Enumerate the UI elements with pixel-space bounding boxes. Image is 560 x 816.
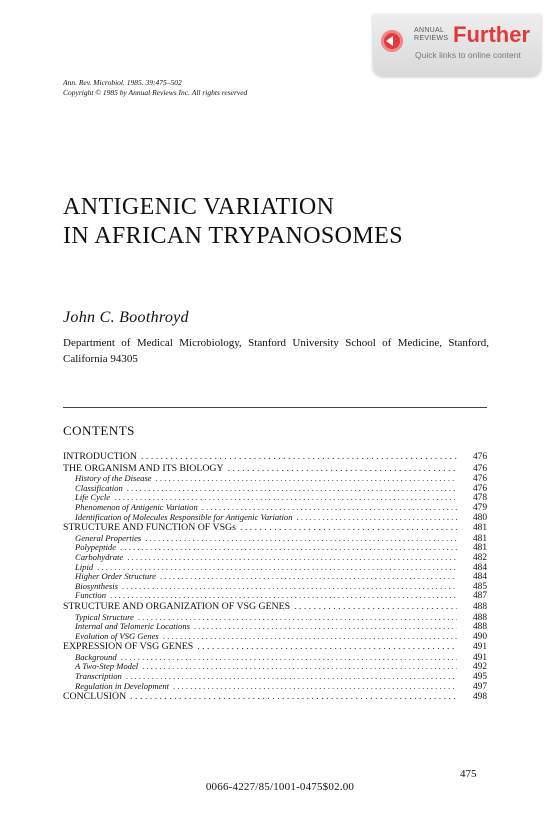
- toc-entry-page: 480: [472, 512, 487, 523]
- toc-entry[interactable]: [63, 451, 487, 463]
- toc-leader-dots: [126, 672, 457, 682]
- toc-leader-dots: [130, 691, 457, 703]
- toc-entry[interactable]: [63, 543, 487, 553]
- article-title: [63, 193, 503, 251]
- title-line-1: ANTIGENIC VARIATION: [63, 194, 335, 220]
- toc-entry-title: Evolution of VSG Genes: [75, 630, 159, 641]
- toc-leader-dots: [194, 622, 457, 632]
- toc-entry[interactable]: [63, 632, 487, 642]
- toc-entry-page: 492: [472, 662, 487, 673]
- toc-leader-dots: [141, 451, 457, 463]
- toc-leader-dots: [173, 682, 457, 692]
- citation-line: Ann. Rev. Microbiol. 1985. 39:475–502: [63, 78, 182, 87]
- back-arrow-icon[interactable]: [381, 30, 403, 52]
- toc-entry-title: A Two-Step Model: [75, 661, 139, 672]
- toc-entry-title: CONCLUSION: [63, 691, 127, 703]
- toc-entry-title: Life Cycle: [75, 492, 111, 503]
- badge-tagline: Quick links to online content: [415, 50, 521, 60]
- toc-entry[interactable]: [63, 474, 487, 484]
- toc-entry-page: 482: [472, 552, 487, 563]
- toc-leader-dots: [122, 582, 457, 592]
- toc-entry[interactable]: [63, 601, 487, 613]
- toc-leader-dots: [127, 484, 457, 494]
- toc-entry-page: 481: [472, 543, 487, 554]
- toc-leader-dots: [160, 572, 457, 582]
- toc-entry-title: Carbohydrate: [75, 551, 124, 562]
- toc-entry[interactable]: [63, 553, 487, 563]
- toc-entry-title: Polypeptide: [75, 542, 117, 553]
- table-of-contents: [63, 451, 487, 703]
- toc-entry-title: History of the Disease: [75, 473, 152, 484]
- toc-entry-page: 478: [472, 493, 487, 504]
- toc-leader-dots: [142, 662, 457, 672]
- author-affiliation: Department of Medical Microbiology, Stanford University School of Medicine, Stanford, California 94305: [63, 337, 489, 365]
- toc-entry-title: Internal and Telomeric Locations: [75, 621, 190, 632]
- toc-entry-page: 476: [472, 474, 487, 485]
- toc-leader-dots: [163, 632, 457, 642]
- toc-entry-title: Regulation in Development: [75, 680, 170, 691]
- toc-entry-title: Background: [75, 651, 117, 662]
- toc-entry[interactable]: [63, 591, 487, 601]
- toc-entry-title: Typical Structure: [75, 611, 134, 622]
- copyright-line: Copyright © 1985 by Annual Reviews Inc. All rights reserved: [63, 88, 248, 97]
- toc-entry-title: General Properties: [75, 532, 142, 543]
- toc-entry-title: Higher Order Structure: [75, 571, 156, 582]
- toc-entry[interactable]: [63, 513, 487, 523]
- toc-entry-page: 479: [472, 502, 487, 513]
- toc-leader-dots: [156, 474, 457, 484]
- toc-entry-title: THE ORGANISM AND ITS BIOLOGY: [63, 462, 224, 474]
- toc-entry-title: Lipid: [75, 561, 94, 572]
- toc-entry-title: Classification: [75, 482, 123, 493]
- toc-entry-title: EXPRESSION OF VSG GENES: [63, 641, 194, 653]
- journal-citation: [63, 78, 247, 98]
- toc-entry-page: 488: [472, 612, 487, 623]
- toc-entry-title: Biosynthesis: [75, 580, 118, 591]
- toc-leader-dots: [127, 553, 457, 563]
- toc-entry-page: 491: [472, 642, 487, 653]
- issn-code: 0066-4227/85/1001-0475$02.00: [205, 781, 355, 793]
- toc-entry-page: 487: [472, 591, 487, 602]
- toc-leader-dots: [297, 513, 457, 523]
- toc-entry-page: 484: [472, 562, 487, 573]
- page-number: 475: [460, 768, 477, 780]
- toc-entry-title: STRUCTURE AND ORGANIZATION OF VSG GENES: [63, 600, 291, 612]
- toc-entry[interactable]: [63, 641, 487, 653]
- toc-leader-dots: [110, 591, 457, 601]
- toc-leader-dots: [197, 641, 457, 653]
- toc-leader-dots: [228, 463, 457, 475]
- toc-entry[interactable]: [63, 682, 487, 692]
- toc-entry-page: 481: [472, 533, 487, 544]
- badge-reviews-text: REVIEWS: [414, 35, 449, 42]
- toc-entry-page: 491: [472, 652, 487, 663]
- toc-entry-title: Identification of Molecules Responsible for Antigenic Variation: [75, 511, 293, 522]
- further-badge[interactable]: [373, 14, 541, 76]
- toc-entry-title: Transcription: [75, 671, 122, 682]
- toc-entry-page: 488: [472, 601, 487, 612]
- section-divider: [63, 407, 487, 408]
- toc-entry-title: INTRODUCTION: [63, 451, 138, 462]
- toc-entry[interactable]: [63, 572, 487, 582]
- toc-leader-dots: [240, 522, 457, 534]
- toc-entry-title: STRUCTURE AND FUNCTION OF VSGs: [63, 522, 236, 534]
- toc-entry-page: 490: [472, 631, 487, 642]
- toc-entry[interactable]: [63, 691, 487, 703]
- badge-annual-text: ANNUAL: [414, 27, 445, 34]
- title-line-2: IN AFRICAN TRYPANOSOMES: [63, 223, 403, 249]
- toc-entry-page: 476: [472, 483, 487, 494]
- contents-heading: CONTENTS: [63, 423, 135, 438]
- toc-entry-page: 485: [472, 581, 487, 592]
- toc-entry-page: 495: [472, 672, 487, 683]
- toc-entry-page: 488: [472, 622, 487, 633]
- toc-entry[interactable]: [63, 662, 487, 672]
- author-name: John C. Boothroyd: [63, 309, 189, 326]
- toc-entry-page: 498: [472, 692, 487, 703]
- toc-entry[interactable]: [63, 484, 487, 494]
- toc-leader-dots: [145, 534, 457, 544]
- toc-entry-page: 476: [472, 463, 487, 474]
- toc-entry-page: 476: [472, 452, 487, 462]
- toc-entry-title: Phenomenon of Antigenic Variation: [75, 501, 198, 512]
- toc-entry-page: 484: [472, 572, 487, 583]
- toc-entry-page: 481: [472, 523, 487, 534]
- toc-leader-dots: [121, 653, 457, 663]
- toc-entry[interactable]: [63, 582, 487, 592]
- badge-further-text: Further: [453, 22, 530, 47]
- toc-leader-dots: [294, 601, 457, 613]
- toc-entry-title: Function: [75, 590, 107, 601]
- toc-leader-dots: [120, 543, 457, 553]
- toc-entry[interactable]: [63, 534, 487, 544]
- toc-entry[interactable]: [63, 522, 487, 534]
- badge-annual-reviews: [414, 27, 454, 43]
- toc-entry-page: 497: [472, 681, 487, 692]
